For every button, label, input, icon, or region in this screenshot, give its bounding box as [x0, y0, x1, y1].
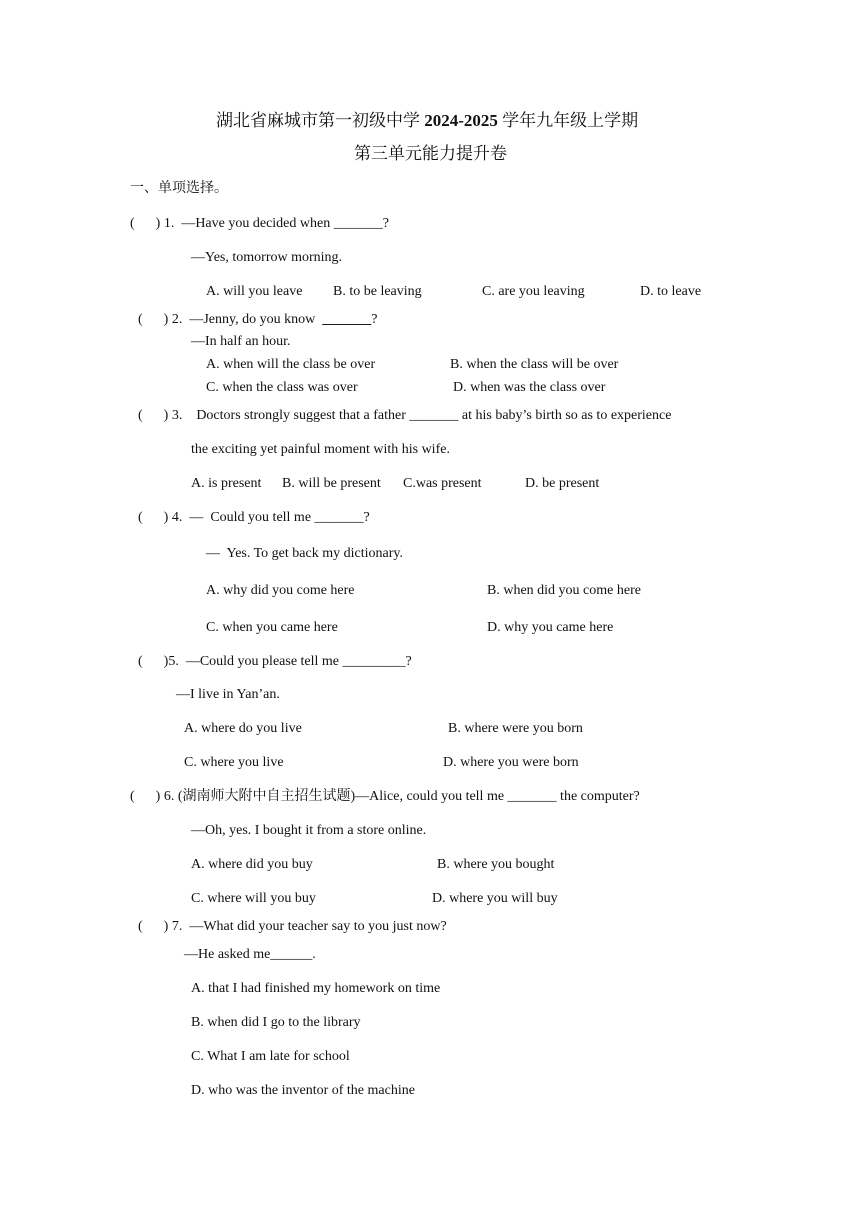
exam-title — [216, 112, 638, 130]
question-3-stem: ( ) 3. Doctors strongly suggest that a father _______ at his baby’s birth so as to experience — [138, 408, 672, 423]
question-2-option-d: D. when was the class over — [453, 380, 606, 395]
section-heading: 一、单项选择。 — [130, 181, 228, 196]
question-7-stem: ( ) 7. —What did your teacher say to you just now? — [138, 919, 447, 934]
question-2-option-b: B. when the class will be over — [450, 357, 619, 372]
question-3-option-a: A. is present — [191, 476, 262, 491]
question-4-reply: — Yes. To get back my dictionary. — [206, 546, 403, 561]
question-3-option-c: C.was present — [403, 476, 482, 491]
question-5-option-d: D. where you were born — [443, 755, 579, 770]
title-school: 湖北省麻城市第一初级中学 — [216, 111, 425, 130]
question-5-option-b: B. where were you born — [448, 721, 583, 736]
question-5-stem: ( )5. —Could you please tell me _________? — [138, 654, 412, 669]
question-7-option-a: A. that I had finished my homework on time — [191, 981, 441, 996]
question-4-option-c: C. when you came here — [206, 620, 338, 635]
question-7-reply: —He asked me______. — [184, 947, 316, 962]
question-2-option-c: C. when the class was over — [206, 380, 358, 395]
question-2-stem-end: ? — [371, 312, 378, 327]
question-1-option-b: B. to be leaving — [333, 284, 422, 299]
question-3-stem-continued: the exciting yet painful moment with his wife. — [191, 442, 450, 457]
title-term: 学年九年级上学期 — [497, 111, 639, 130]
question-6-option-b: B. where you bought — [437, 857, 555, 872]
question-1-option-d: D. to leave — [640, 284, 702, 299]
question-1-option-c: C. are you leaving — [482, 284, 585, 299]
question-1-option-a: A. will you leave — [206, 284, 303, 299]
question-1-reply: —Yes, tomorrow morning. — [191, 250, 343, 265]
question-6-option-d: D. where you will buy — [432, 891, 558, 906]
question-2-stem-text: ( ) 2. —Jenny, do you know — [138, 312, 323, 327]
question-6-option-c: C. where will you buy — [191, 891, 316, 906]
question-3-option-b: B. will be present — [282, 476, 381, 491]
question-2-blank: _______ — [322, 312, 372, 327]
question-5-option-a: A. where do you live — [184, 721, 302, 736]
question-7-option-b: B. when did I go to the library — [191, 1015, 361, 1030]
question-3-option-d: D. be present — [525, 476, 600, 491]
question-7-option-c: C. What I am late for school — [191, 1049, 350, 1064]
question-5-reply: —I live in Yan’an. — [176, 687, 280, 702]
question-4-option-b: B. when did you come here — [487, 583, 641, 598]
question-6-option-a: A. where did you buy — [191, 857, 313, 872]
question-2-stem — [138, 311, 377, 329]
exam-subtitle: 第三单元能力提升卷 — [354, 144, 507, 163]
question-4-option-a: A. why did you come here — [206, 583, 355, 598]
question-5-option-c: C. where you live — [184, 755, 284, 770]
question-1-stem: ( ) 1. —Have you decided when _______? — [130, 216, 389, 231]
question-6-stem: ( ) 6. (湖南师大附中自主招生试题)—Alice, could you tell me _______ the computer? — [130, 789, 640, 804]
question-4-option-d: D. why you came here — [487, 620, 614, 635]
question-6-reply: —Oh, yes. I bought it from a store online. — [191, 823, 427, 838]
title-year: 2024-2025 — [424, 111, 498, 130]
question-2-option-a: A. when will the class be over — [206, 357, 376, 372]
question-2-reply: —In half an hour. — [191, 334, 291, 349]
question-4-stem: ( ) 4. — Could you tell me _______? — [138, 510, 370, 525]
question-7-option-d: D. who was the inventor of the machine — [191, 1083, 415, 1098]
